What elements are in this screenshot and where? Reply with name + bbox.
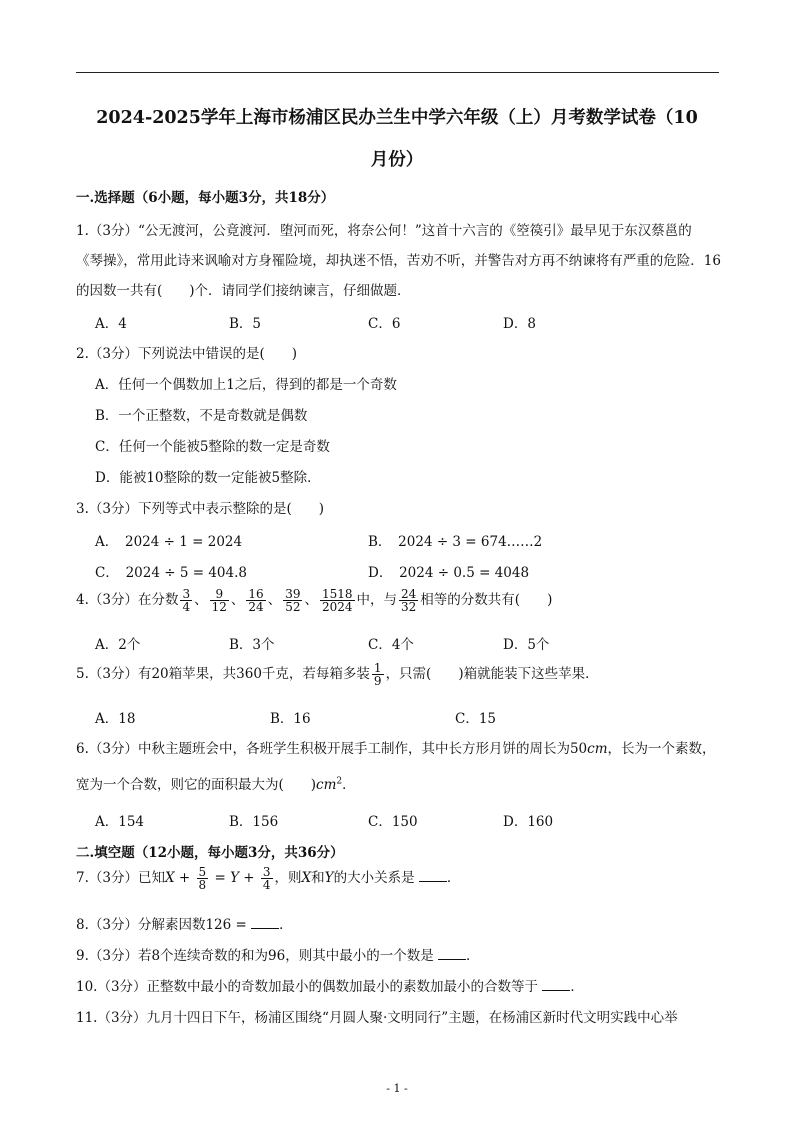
q1-option-c: C．6	[368, 316, 401, 332]
q8-stem: 8.（3分）分解素因数126 = ．	[76, 917, 293, 933]
q4-fraction-3: $\frac{16}{24}$	[248, 587, 264, 614]
q7-stem: 7.（3分）已知X + $\frac{5}{8}$ = Y + $\frac{3}{4}$ ，则X和Y的大小关系是 ．	[76, 865, 461, 892]
q2-option-d: D．能被10整除的数一定能被5整除．	[95, 470, 321, 486]
q3-option-d: D． 2024 ÷ 0.5 = 4048	[368, 565, 530, 581]
q7-fraction-2: $\frac{3}{4}$	[262, 865, 271, 892]
header-rule	[76, 72, 719, 73]
q4-fraction-4: $\frac{39}{52}$	[285, 587, 301, 614]
q5-stem: 5.（3分）有20箱苹果，共360千克，若每箱多装 $\frac{1}{9}$ ，只需( )箱就能装下这些苹果．	[76, 661, 599, 688]
q6-option-d: D．160	[503, 814, 554, 830]
q4-suffix: 相等的分数共有( )	[420, 592, 553, 608]
q5-option-a: A．18	[95, 711, 136, 727]
page-number: - 1 -	[386, 1082, 408, 1095]
q1-line1: 1.（3分）“公无渡河，公竟渡河．堕河而死，将奈公何！”这首十六言的《箜篌引》最早见于东汉蔡邕的	[76, 223, 692, 239]
q6-line1: 6.（3分）中秋主题班会中，各班学生积极开展手工制作，其中长方形月饼的周长为50cm，长为一个素数，	[76, 741, 716, 757]
q4-option-d: D．5个	[503, 637, 550, 653]
q1-option-b: B．5	[229, 316, 262, 332]
q4-fraction-1: $\frac{3}{4}$	[182, 587, 191, 614]
q5-fraction: $\frac{1}{9}$	[373, 661, 382, 688]
section-choice-heading: 一.选择题（6小题，每小题3分，共18分）	[76, 190, 335, 206]
q4-mid: 中，与	[356, 592, 398, 608]
q3-option-a: A． 2024 ÷ 1 = 2024	[95, 534, 243, 550]
q6-line2: 宽为一个合数，则它的面积最大为( )$cm^2$．	[76, 776, 356, 793]
q4-stem: 4.（3分）在分数 $\frac{3}{4}$ 、 $\frac{9}{12}$ 、 $\frac{16}{24}$ 、 $\frac{39}{52}$ 、 $\frac{1518}{2024}$ 中，与 $\frac{24}{32}$ 相等的分数共有( )	[76, 587, 553, 614]
q4-target-fraction: $\frac{24}{32}$	[401, 587, 417, 614]
q1-option-d: D．8	[503, 316, 536, 332]
q4-prefix: 4.（3分）在分数	[76, 592, 179, 608]
q2-stem: 2.（3分）下列说法中错误的是( )	[76, 346, 298, 362]
section-fill-heading: 二.填空题（12小题，每小题3分，共36分）	[76, 845, 344, 861]
q2-option-c: C．任何一个能被5整除的数一定是奇数	[95, 439, 330, 455]
q4-option-b: B．3个	[229, 637, 275, 653]
q1-line3: 的因数一共有( )个．请同学们接纳谏言，仔细做题．	[76, 283, 411, 299]
q4-option-c: C．4个	[368, 637, 414, 653]
q8-answer-blank[interactable]	[251, 916, 279, 929]
q7-answer-blank[interactable]	[419, 869, 447, 882]
q6-option-c: C．150	[368, 814, 418, 830]
q4-fraction-2: $\frac{9}{12}$	[211, 587, 227, 614]
q1-option-a: A．4	[95, 316, 127, 332]
q4-fraction-5: $\frac{1518}{2024}$	[321, 587, 353, 614]
q10-answer-blank[interactable]	[542, 978, 570, 991]
q9-stem: 9.（3分）若8个连续奇数的和为96，则其中最小的一个数是 ．	[76, 948, 480, 964]
q1-line2: 《琴操》，常用此诗来讽喻对方身罹险境，却执迷不悟，苦劝不听，并警告对方再不纳谏将有严重的危险．16	[76, 253, 721, 269]
q2-option-b: B．一个正整数，不是奇数就是偶数	[95, 408, 308, 424]
q9-answer-blank[interactable]	[438, 947, 466, 960]
q2-option-a: A．任何一个偶数加上1之后，得到的都是一个奇数	[95, 377, 397, 393]
q6-option-a: A．154	[95, 814, 145, 830]
q5-option-b: B．16	[270, 711, 311, 727]
page-title-line2: 月份）	[370, 150, 424, 170]
q3-option-b: B． 2024 ÷ 3 = 674……2	[368, 534, 543, 550]
q11-line1: 11.（3分）九月十四日下午，杨浦区围绕“月圆人聚·文明同行”主题，在杨浦区新时代文明实践中心举	[76, 1010, 678, 1026]
q7-fraction-1: $\frac{5}{8}$	[198, 865, 207, 892]
q6-option-b: B．156	[229, 814, 279, 830]
q3-stem: 3.（3分）下列等式中表示整除的是( )	[76, 501, 325, 517]
page-title-line1: 2024-2025学年上海市杨浦区民办兰生中学六年级（上）月考数学试卷（10	[96, 108, 698, 128]
q5-option-c: C．15	[455, 711, 497, 727]
q10-stem: 10.（3分）正整数中最小的奇数加最小的偶数加最小的素数加最小的合数等于 ．	[76, 979, 584, 995]
q4-option-a: A．2个	[95, 637, 141, 653]
q3-option-c: C． 2024 ÷ 5 = 404.8	[95, 565, 247, 581]
